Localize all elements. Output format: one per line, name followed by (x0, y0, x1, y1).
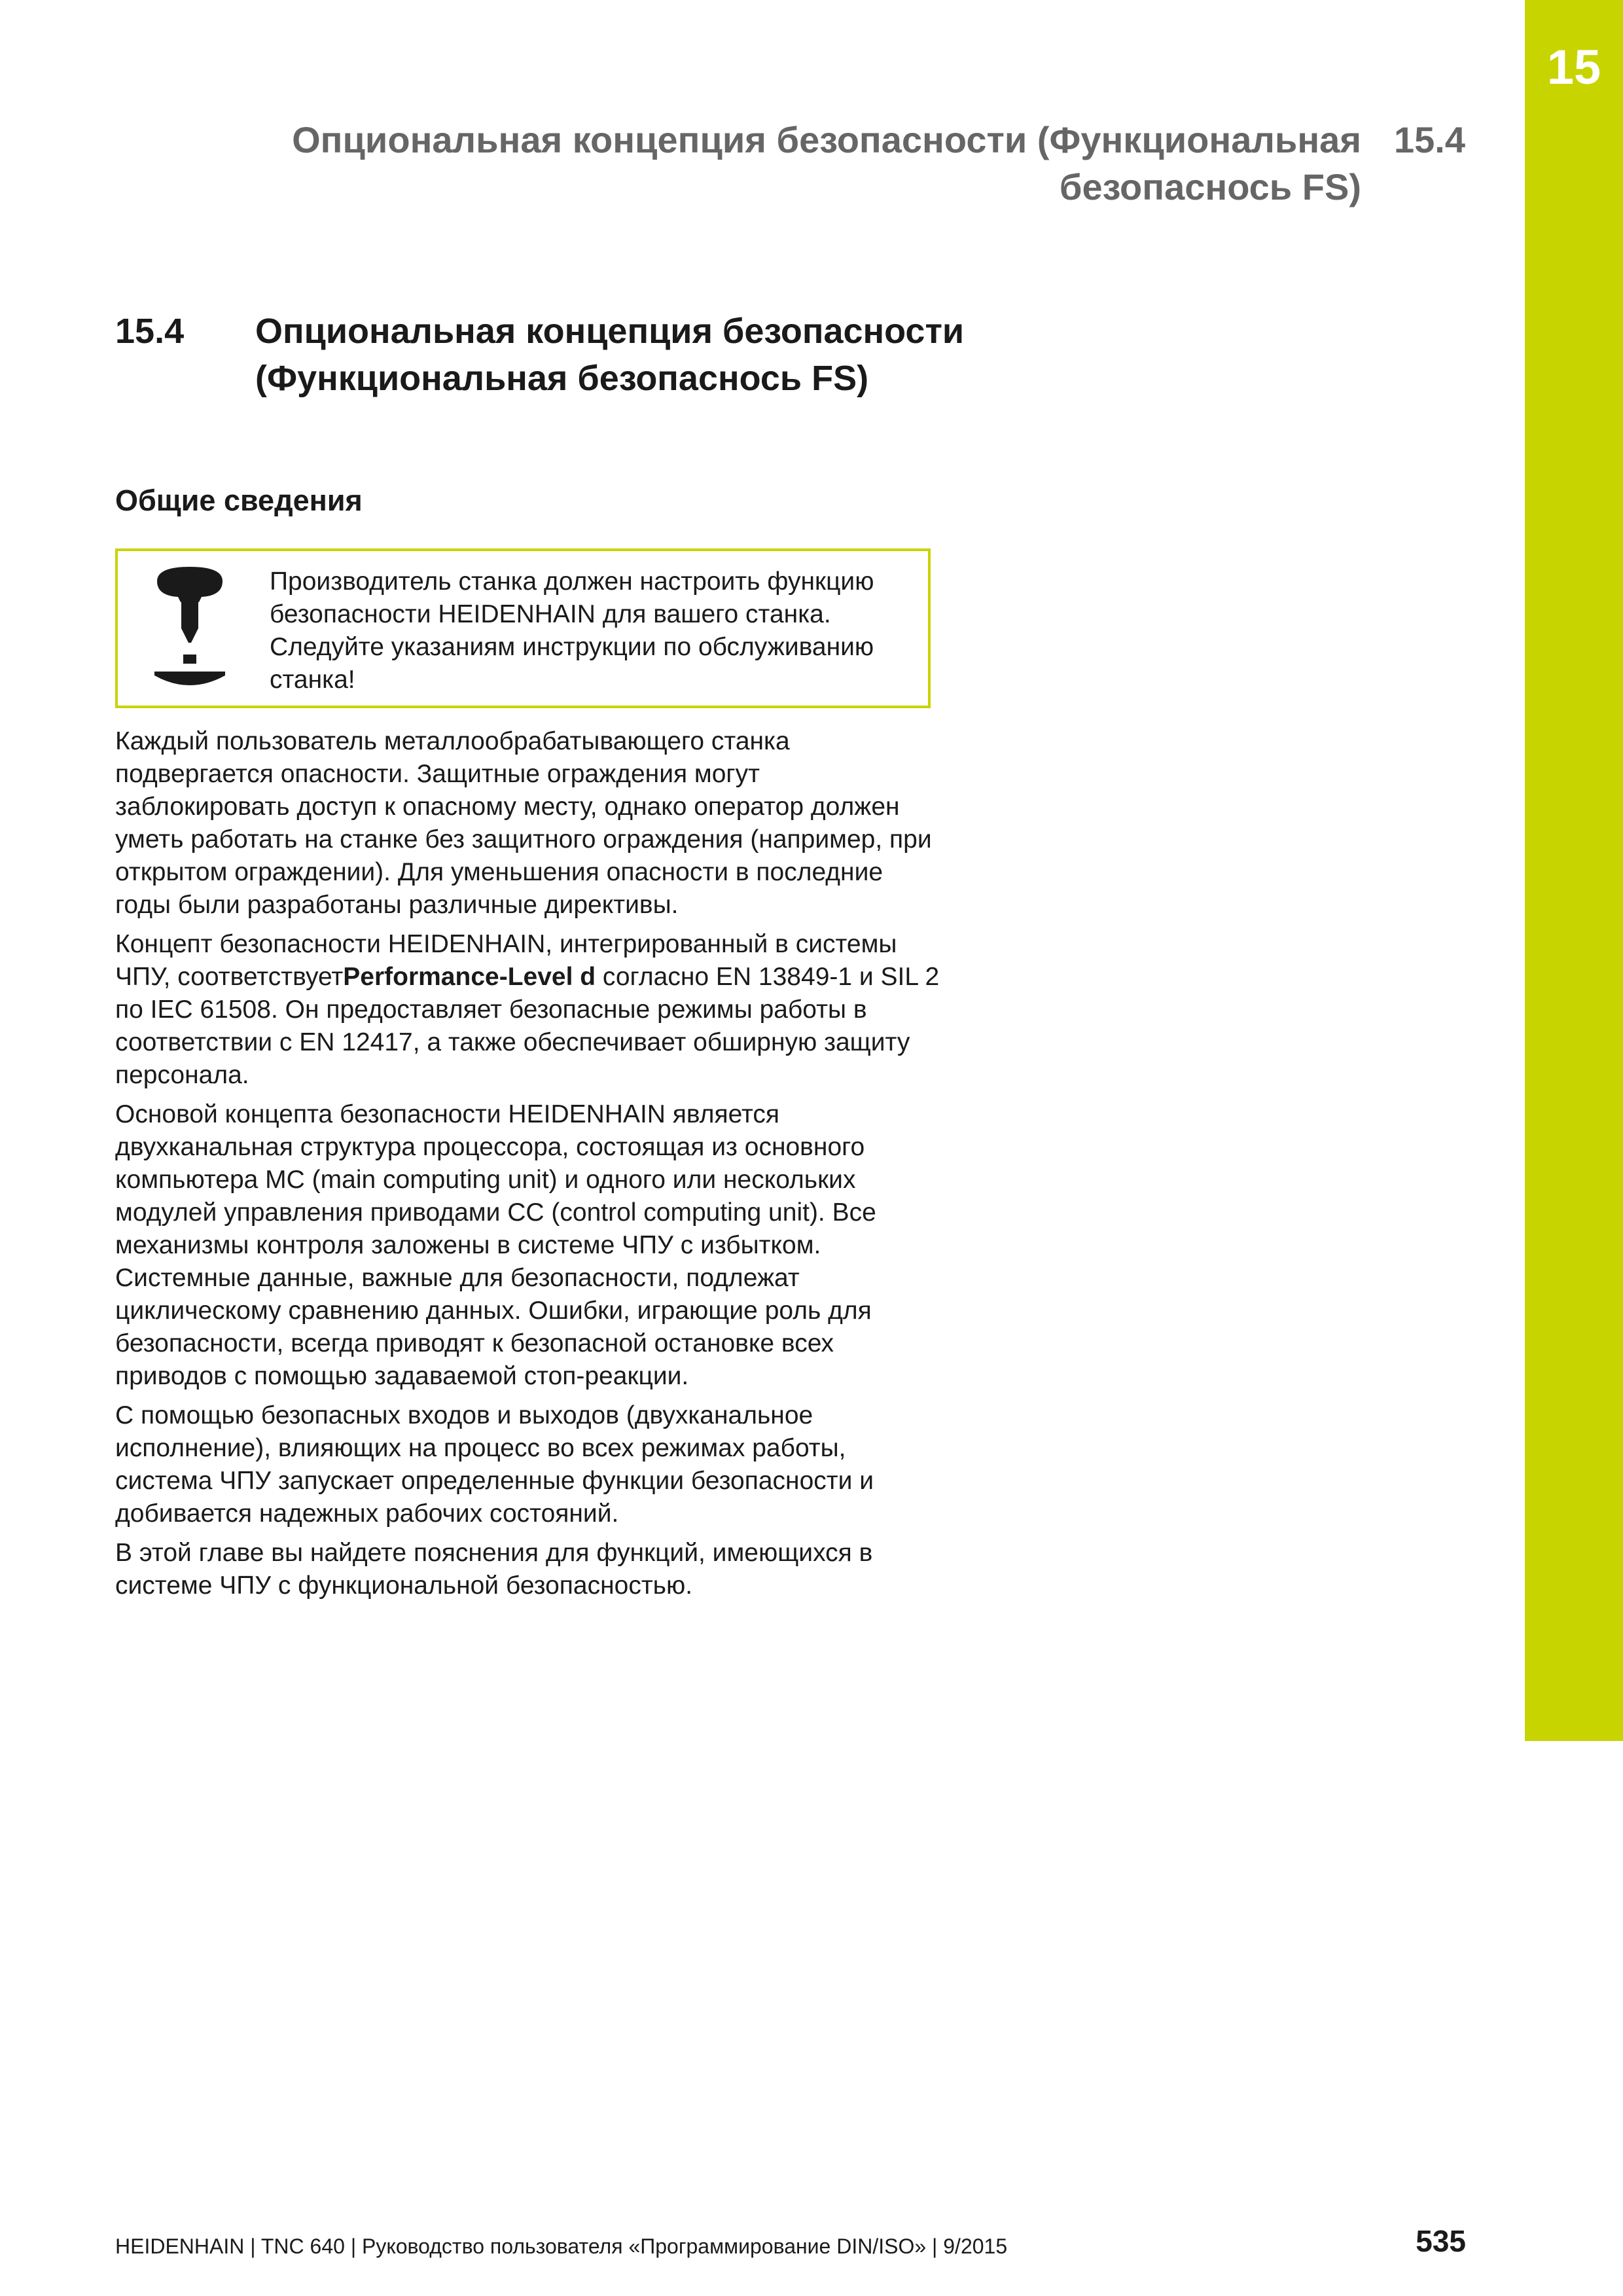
subsection-title: Общие сведения (115, 484, 363, 517)
section-title: Опциональная концепция безопасности (Функциональная безопаснось FS) (255, 312, 965, 398)
paragraph-1: Каждый пользователь металлообрабатывающего станка подвергается опасности. Защитные ограждения могут заблокировать доступ к опасному месту, однако оператор должен уметь работать на станке без защитного ограждения (например, при открытом ограждении). Для уменьшения опасности в последние годы были разработаны различные директивы. (115, 727, 932, 919)
running-head-number: 15.4 (1394, 119, 1465, 160)
performance-level-term: Performance-Level d (343, 963, 596, 991)
paragraph-5: В этой главе вы найдете пояснения для функций, имеющихся в системе ЧПУ с функциональной безопасностью. (115, 1539, 873, 1600)
note-box (115, 548, 931, 708)
paragraph-3: Основой концепта безопасности HEIDENHAIN является двухканальная структура процессора, состоящая из основного компьютера MC (main computing unit) и одного или нескольких модулей управления приводами CC (control computing unit). Все механизмы контроля заложены в системе ЧПУ с избытком. Системные данные, важные для безопасности, подлежат циклическому сравнению данных. Ошибки, играющие роль для безопасности, всегда приводят к безопасной остановке всех приводов с помощью задаваемой стоп-реакции. (115, 1100, 876, 1390)
paragraph-2-start: Концепт безопасности HEIDENHAIN, интегрированный в системы ЧПУ, соответствует (115, 930, 897, 991)
page-number: 535 (1416, 2224, 1466, 2258)
paragraph-4: С помощью безопасных входов и выходов (двухканальное исполнение), влияющих на процесс во всех режимах работы, система ЧПУ запускает определенные функции безопасности и добивается надежных рабочих состояний. (115, 1401, 874, 1528)
chapter-tab (1525, 0, 1623, 1741)
chapter-number: 15 (1546, 40, 1601, 94)
footer-text: HEIDENHAIN | TNC 640 | Руководство пользователя «Программирование DIN/ISO» | 9/2015 (115, 2234, 1008, 2258)
running-head-title: Опциональная концепция безопасности (Функциональная безопаснось FS) (292, 119, 1361, 207)
machine-tool-icon (151, 564, 229, 695)
note-text: Производитель станка должен настроить функцию безопасности HEIDENHAIN для вашего станка. Следуйте указаниям инструкции по обслуживанию станка! (270, 567, 874, 694)
body-text (115, 725, 940, 1609)
section-number: 15.4 (115, 312, 185, 351)
paragraph-2 (115, 928, 940, 1092)
paragraph-2-end: согласно EN 13849-1 и SIL 2 по IEC 61508. Он предоставляет безопасные режимы работы в соответствии с EN 12417, а также обеспечивает обширную защиту персонала. (115, 963, 940, 1089)
